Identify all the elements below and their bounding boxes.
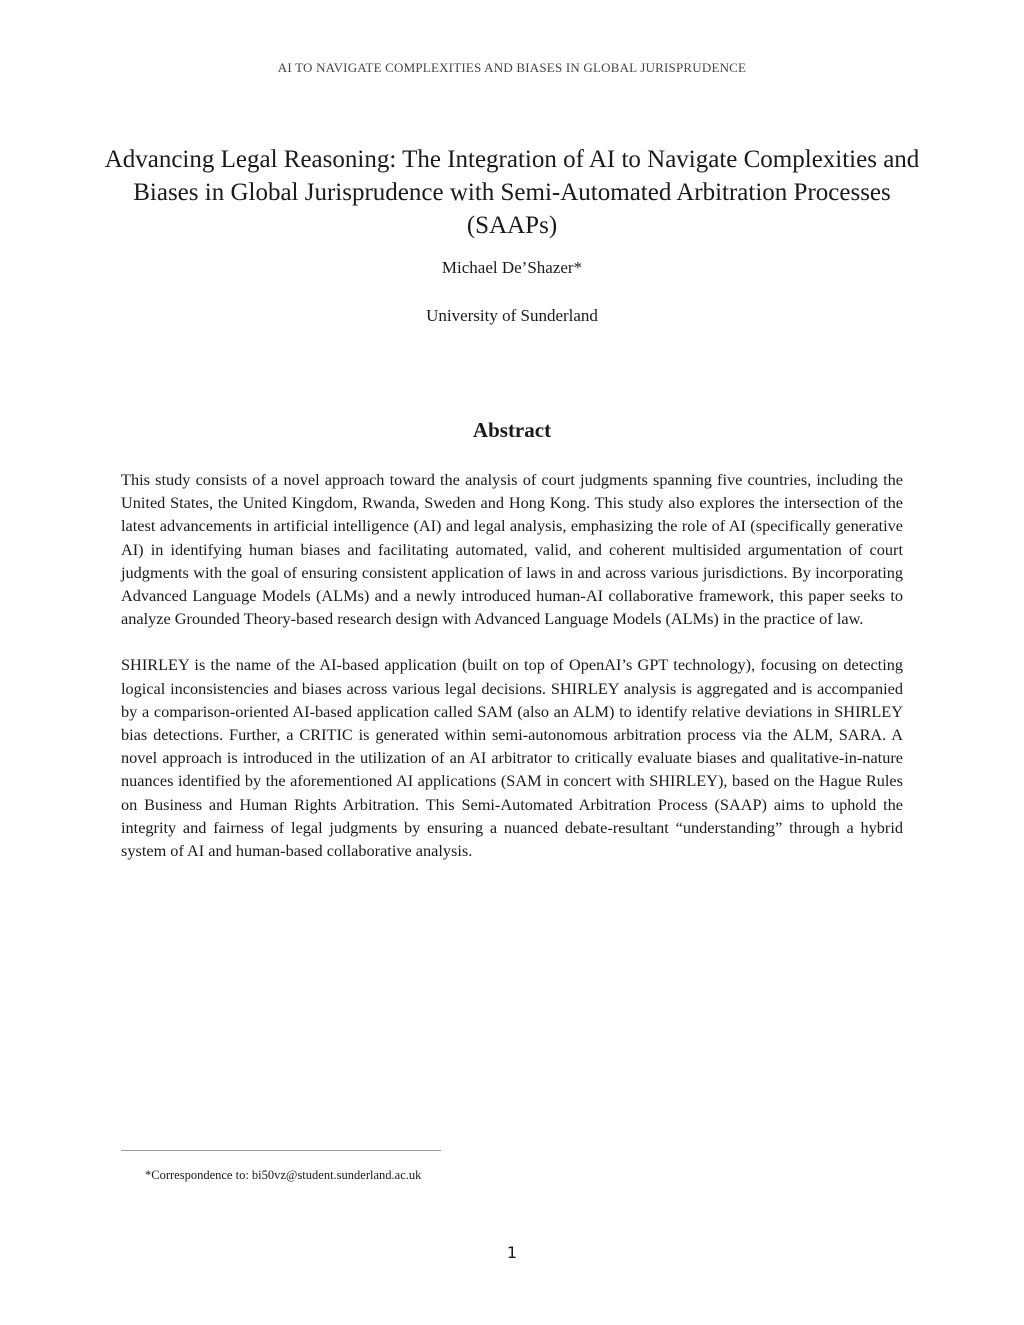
author-name: Michael De’Shazer* xyxy=(441,258,583,277)
page-number: 1 xyxy=(506,1243,518,1262)
paper-title: Advancing Legal Reasoning: The Integration of AI to Navigate Complexities and Biases in Global Jurisprudence with Semi-Automated Arbitration Processes (SAAPs) xyxy=(104,146,920,239)
footnote-divider xyxy=(121,1150,441,1151)
abstract-body xyxy=(121,468,903,862)
author-affiliation: University of Sunderland xyxy=(426,306,598,325)
running-header: AI TO NAVIGATE COMPLEXITIES AND BIASES IN GLOBAL JURISPRUDENCE xyxy=(277,60,747,75)
abstract-paragraph-2: SHIRLEY is the name of the AI-based application (built on top of OpenAI’s GPT technology), focusing on detecting logical inconsistencies and biases across various legal decisions. SHIRLEY analysis is aggregated and is accompanied by a comparison-oriented AI-based application called SAM (also an ALM) to identify relative deviations in SHIRLEY bias detections. Further, a CRITIC is generated within semi-autonomous arbitration process via the ALM, SARA. A novel approach is introduced in the utilization of an AI arbitrator to critically evaluate biases and qualitative-in-nature nuances identified by the aforementioned AI applications (SAM in concert with SHIRLEY), based on the Hague Rules on Business and Human Rights Arbitration. This Semi-Automated Arbitration Process (SAAP) aims to uphold the integrity and fairness of legal judgments by ensuring a nuanced debate-resultant “understanding” through a hybrid system of AI and human-based collaborative analysis. xyxy=(121,655,903,861)
correspondence-footnote: *Correspondence to: bi50vz@student.sunderland.ac.uk xyxy=(145,1168,422,1182)
abstract-heading: Abstract xyxy=(472,418,552,442)
abstract-paragraph-1: This study consists of a novel approach toward the analysis of court judgments spanning five countries, including the United States, the United Kingdom, Rwanda, Sweden and Hong Kong. This study also explores the intersection of the latest advancements in artificial intelligence (AI) and legal analysis, emphasizing the role of AI (specifically generative AI) in identifying human biases and facilitating automated, valid, and coherent multisided argumentation of court judgments with the goal of ensuring consistent application of laws in and across various jurisdictions. By incorporating Advanced Language Models (ALMs) and a newly introduced human-AI collaborative framework, this paper seeks to analyze Grounded Theory-based research design with Advanced Language Models (ALMs) in the practice of law. xyxy=(121,470,903,629)
